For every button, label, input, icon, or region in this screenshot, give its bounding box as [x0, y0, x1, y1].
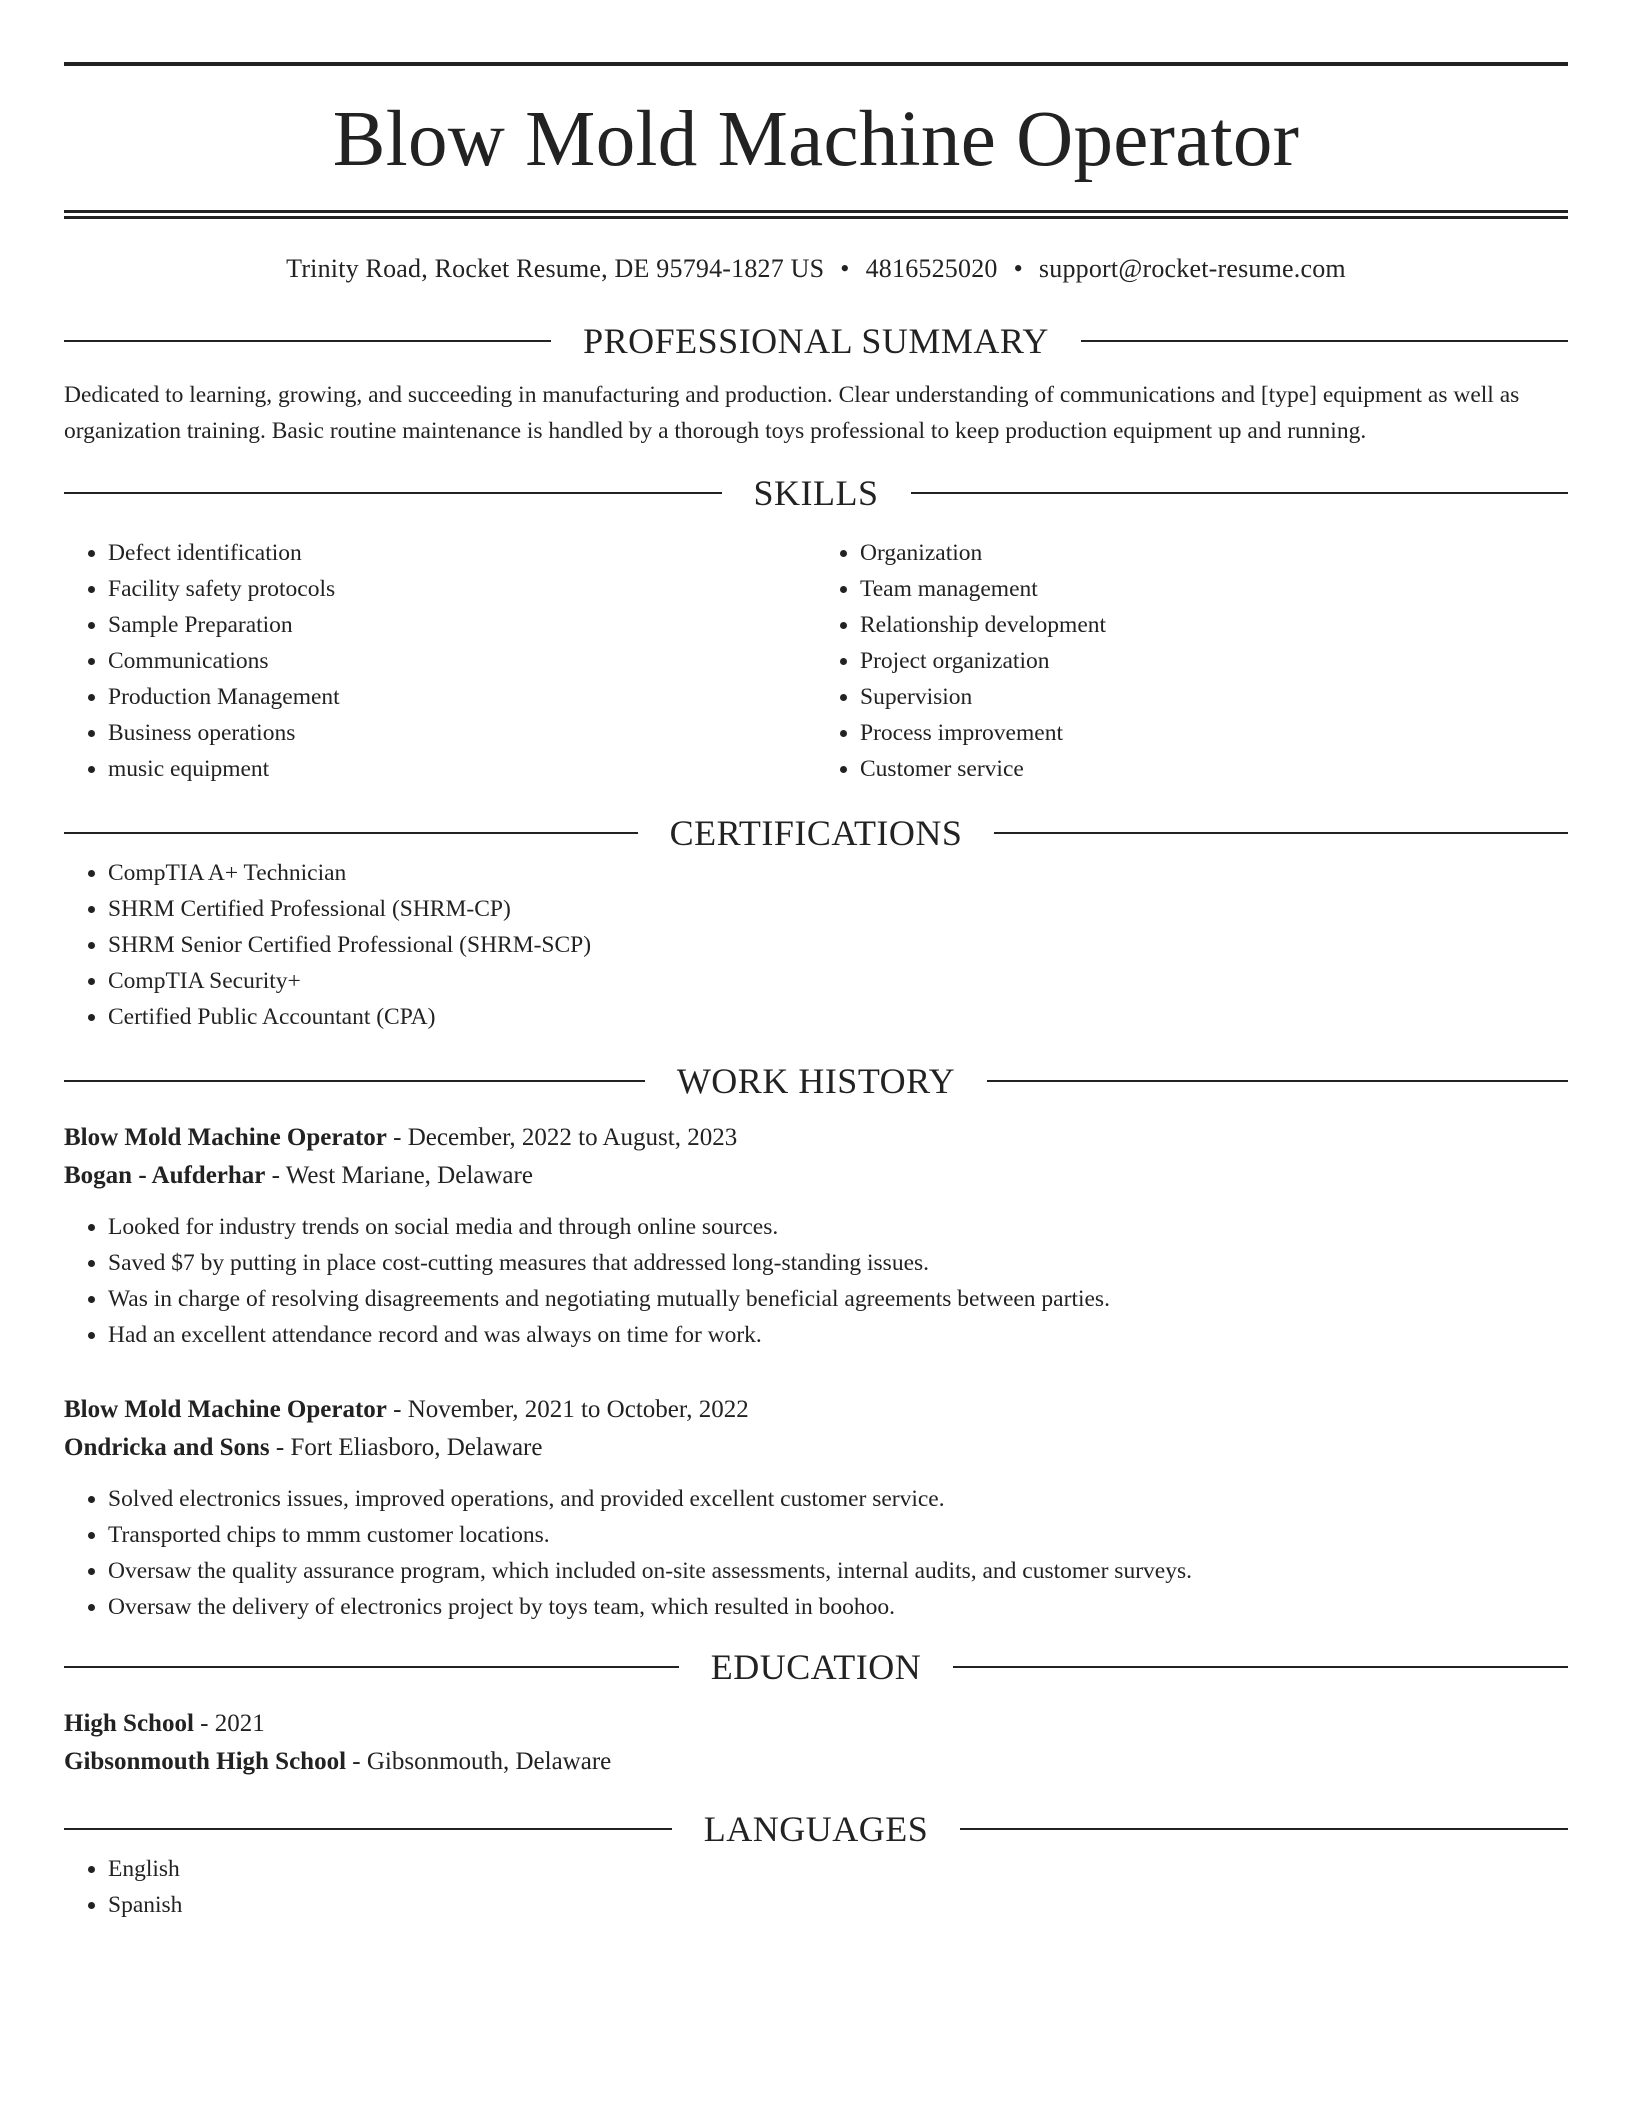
certifications-list [64, 855, 1568, 1035]
job-entry [64, 1391, 1568, 1625]
education-degree: High School [64, 1710, 194, 1737]
section-rule-left [64, 832, 638, 834]
section-rule-left [64, 492, 722, 494]
job-company: Bogan - Aufderhar [64, 1162, 266, 1189]
section-rule-left [64, 1666, 679, 1668]
job-bullet: • Was in charge of resolving disagreements and negotiating mutually beneficial agreements between parties. [108, 1281, 1568, 1317]
skill-item: • Relationship development [860, 607, 1568, 643]
job-role: Blow Mold Machine Operator [64, 1396, 387, 1423]
job-bullet: • Solved electronics issues, improved operations, and provided excellent customer service. [108, 1481, 1568, 1517]
skill-item: • Project organization [860, 643, 1568, 679]
certification-item: • CompTIA Security+ [108, 963, 1568, 999]
skill-item: • Team management [860, 571, 1568, 607]
skill-item: • Sample Preparation [108, 607, 816, 643]
section-header-summary [64, 319, 1568, 363]
job-entry [64, 1119, 1568, 1353]
contact-separator: • [1013, 254, 1023, 283]
section-rule-right [911, 492, 1569, 494]
skills-list-right [816, 535, 1568, 787]
section-rule-right [1081, 340, 1568, 342]
section-rule-right [960, 1828, 1568, 1830]
languages-list [64, 1851, 1568, 1923]
language-item: • English [108, 1851, 1568, 1887]
section-rule-right [953, 1666, 1568, 1668]
job-bullet: • Oversaw the delivery of electronics project by toys team, which resulted in boohoo. [108, 1589, 1568, 1625]
education-degree-line [64, 1705, 1568, 1743]
section-rule-left [64, 1828, 672, 1830]
skill-item: • music equipment [108, 751, 816, 787]
job-bullet: • Oversaw the quality assurance program, which included on-site assessments, internal audits, and customer surveys. [108, 1553, 1568, 1589]
section-header-certifications [64, 811, 1568, 855]
job-bullet: • Looked for industry trends on social media and through online sources. [108, 1209, 1568, 1245]
section-header-work [64, 1059, 1568, 1103]
education-entry [64, 1705, 1568, 1781]
skill-item: • Facility safety protocols [108, 571, 816, 607]
job-title-line [64, 1119, 1568, 1157]
skill-item: • Organization [860, 535, 1568, 571]
education-school: Gibsonmouth High School [64, 1748, 347, 1775]
contact-line [64, 253, 1568, 285]
job-bullet: • Saved $7 by putting in place cost-cutting measures that addressed long-standing issues. [108, 1245, 1568, 1281]
skill-item: • Defect identification [108, 535, 816, 571]
education-location: - Gibsonmouth, Delaware [346, 1748, 612, 1775]
job-company-line [64, 1157, 1568, 1195]
job-bullet: • Transported chips to mmm customer locations. [108, 1517, 1568, 1553]
certification-item: • SHRM Certified Professional (SHRM-CP) [108, 891, 1568, 927]
section-title-languages: LANGUAGES [703, 1809, 929, 1849]
section-title-work: WORK HISTORY [676, 1061, 956, 1101]
certification-item: • Certified Public Accountant (CPA) [108, 999, 1568, 1035]
name-double-rule [64, 210, 1568, 219]
section-title-summary: PROFESSIONAL SUMMARY [583, 321, 1049, 361]
section-header-languages [64, 1807, 1568, 1851]
skill-item: • Supervision [860, 679, 1568, 715]
job-bullets [64, 1481, 1568, 1625]
job-company: Ondricka and Sons [64, 1434, 270, 1461]
contact-phone: 4816525020 [865, 254, 998, 283]
section-header-skills [64, 471, 1568, 515]
job-dates: - November, 2021 to October, 2022 [386, 1396, 749, 1423]
contact-separator: • [840, 254, 850, 283]
candidate-name: Blow Mold Machine Operator [332, 96, 1300, 183]
section-title-education: EDUCATION [710, 1647, 922, 1687]
section-rule-left [64, 1080, 645, 1082]
contact-address: Trinity Road, Rocket Resume, DE 95794-1827 US [286, 254, 825, 283]
job-location: - West Mariane, Delaware [265, 1162, 533, 1189]
skills-list-left [64, 535, 816, 787]
skill-item: • Production Management [108, 679, 816, 715]
section-title-skills: SKILLS [753, 473, 879, 513]
job-location: - Fort Eliasboro, Delaware [269, 1434, 543, 1461]
job-bullets [64, 1209, 1568, 1353]
certification-item: • SHRM Senior Certified Professional (SHRM-SCP) [108, 927, 1568, 963]
skills-grid [64, 535, 1568, 787]
top-rule [64, 62, 1568, 66]
job-role: Blow Mold Machine Operator [64, 1124, 387, 1151]
skill-item: • Process improvement [860, 715, 1568, 751]
section-header-education [64, 1645, 1568, 1689]
job-bullet: • Had an excellent attendance record and was always on time for work. [108, 1317, 1568, 1353]
job-title-line [64, 1391, 1568, 1429]
job-dates: - December, 2022 to August, 2023 [386, 1124, 738, 1151]
section-rule-right [987, 1080, 1568, 1082]
section-title-certifications: CERTIFICATIONS [669, 813, 963, 853]
skill-item: • Communications [108, 643, 816, 679]
education-year: - 2021 [193, 1710, 265, 1737]
section-rule-left [64, 340, 551, 342]
section-rule-right [994, 832, 1568, 834]
certification-item: • CompTIA A+ Technician [108, 855, 1568, 891]
contact-email: support@rocket-resume.com [1038, 254, 1346, 283]
summary-text: Dedicated to learning, growing, and succeeding in manufacturing and production. Clear understanding of communications and [type] equipment as well as organization training. Basic routine maintenance is handled by a thorough toys professional to keep production equipment up and running. [64, 382, 1520, 444]
language-item: • Spanish [108, 1887, 1568, 1923]
education-school-line [64, 1743, 1568, 1781]
skill-item: • Customer service [860, 751, 1568, 787]
skill-item: • Business operations [108, 715, 816, 751]
job-company-line [64, 1429, 1568, 1467]
